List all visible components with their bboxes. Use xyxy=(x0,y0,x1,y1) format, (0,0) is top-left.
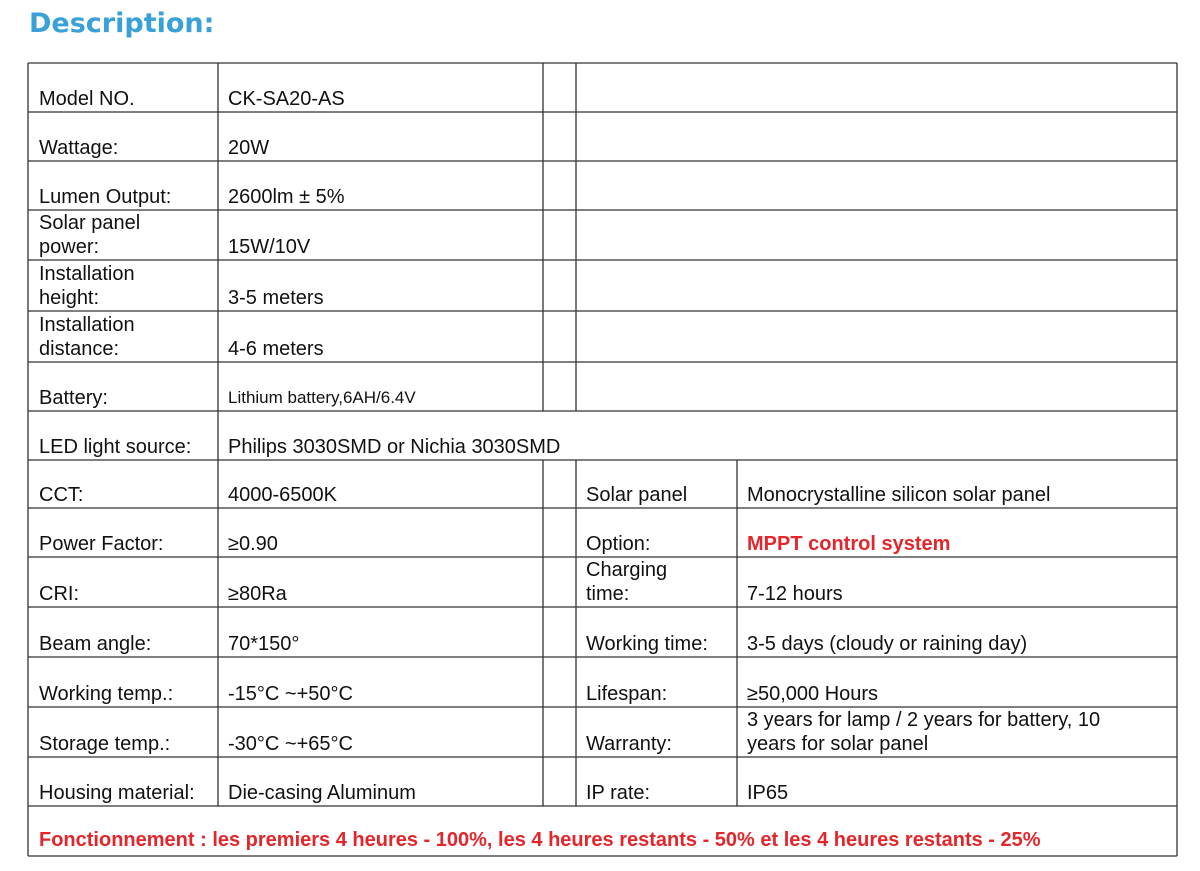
spec-label: Warranty: xyxy=(586,733,672,755)
spec-label: Lumen Output: xyxy=(39,186,172,208)
spec-label: Lifespan: xyxy=(586,683,668,705)
spec-value: 4000-6500K xyxy=(228,484,337,506)
spec-value: -15°C ~+50°C xyxy=(228,683,353,705)
spec-label: Wattage: xyxy=(39,137,119,159)
page-title: Description: xyxy=(29,8,215,39)
spec-value: MPPT control system xyxy=(747,533,951,555)
spec-label: IP rate: xyxy=(586,782,651,804)
spec-label: Storage temp.: xyxy=(39,733,171,755)
spec-value: 3-5 days (cloudy or raining day) xyxy=(747,633,1028,655)
spec-value: 7-12 hours xyxy=(747,583,843,605)
spec-label: Solar panel xyxy=(586,484,688,506)
spec-value: Lithium battery,6AH/6.4V xyxy=(228,388,416,407)
spec-value: 3-5 meters xyxy=(228,287,324,309)
spec-label: Working temp.: xyxy=(39,683,174,705)
spec-label: Housing material: xyxy=(39,782,195,804)
spec-value: 20W xyxy=(228,137,270,159)
spec-value: 15W/10V xyxy=(228,236,311,258)
spec-value: Philips 3030SMD or Nichia 3030SMD xyxy=(228,436,561,458)
spec-label: CRI: xyxy=(39,583,79,605)
spec-label: Battery: xyxy=(39,387,108,409)
spec-label: Charging time: xyxy=(586,559,668,605)
spec-label: Solar panel power: xyxy=(39,212,141,258)
spec-value: CK-SA20-AS xyxy=(228,88,345,110)
spec-value: 2600lm ± 5% xyxy=(228,186,345,208)
spec-value: Die-casing Aluminum xyxy=(228,782,416,804)
spec-value: ≥0.90 xyxy=(228,533,278,555)
spec-value: ≥50,000 Hours xyxy=(747,683,879,705)
spec-value: 70*150° xyxy=(228,633,300,655)
spec-value: 3 years for lamp / 2 years for battery, 10 years for solar panel xyxy=(747,709,1101,755)
spec-value: -30°C ~+65°C xyxy=(228,733,353,755)
spec-label: Installation height: xyxy=(39,263,135,309)
spec-value: 4-6 meters xyxy=(228,338,324,360)
spec-label: Option: xyxy=(586,533,651,555)
operation-note: Fonctionnement : les premiers 4 heures - 100%, les 4 heures restants - 50% et les 4 heures restants - 25% xyxy=(39,829,1041,851)
spec-value: ≥80Ra xyxy=(228,583,287,605)
spec-label: LED light source: xyxy=(39,436,192,458)
spec-label: CCT: xyxy=(39,484,84,506)
spec-label: Working time: xyxy=(586,633,708,655)
spec-label: Model NO. xyxy=(39,88,135,110)
spec-value: IP65 xyxy=(747,782,789,804)
spec-value: Monocrystalline silicon solar panel xyxy=(747,484,1051,506)
spec-label: Installation distance: xyxy=(39,314,135,360)
spec-label: Power Factor: xyxy=(39,533,164,555)
spec-label: Beam angle: xyxy=(39,633,152,655)
